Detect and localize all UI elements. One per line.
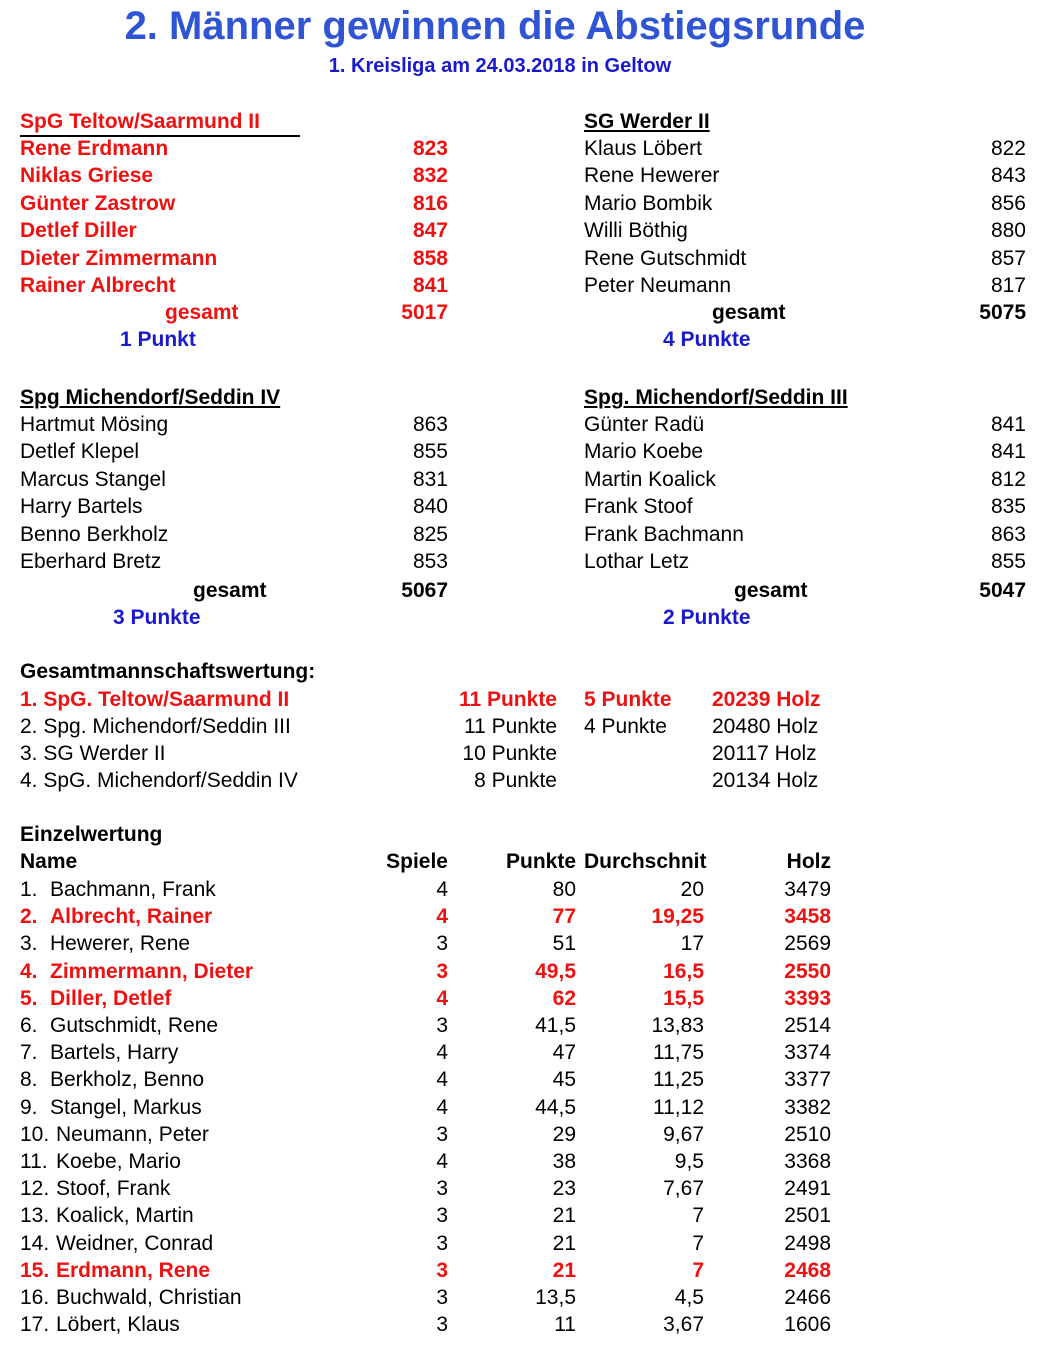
rank: 16.	[20, 1286, 50, 1309]
team-total: 5047	[979, 579, 1026, 603]
player-name: Willi Böthig	[584, 219, 688, 243]
games: 3	[436, 1258, 448, 1282]
team-total-label: gesamt	[193, 579, 267, 603]
holz: 1606	[784, 1313, 831, 1337]
average: 17	[680, 932, 704, 956]
player-score: 817	[990, 274, 1026, 297]
games: 3	[436, 1204, 448, 1228]
overall-points: 8 Punkte	[474, 769, 557, 792]
rank: 8.	[20, 1068, 38, 1092]
team-name: SG Werder II	[584, 110, 710, 133]
points: 13,5	[535, 1286, 576, 1309]
player-name: Mario Bombik	[584, 191, 713, 215]
player-score: 855	[990, 550, 1026, 573]
points: 21	[552, 1231, 576, 1255]
player-score: 835	[990, 495, 1026, 519]
rank: 7.	[20, 1041, 38, 1065]
overall-team: 2. Spg. Michendorf/Seddin III	[20, 715, 291, 738]
average: 7	[692, 1204, 704, 1228]
player-name: Frank Stoof	[584, 495, 693, 519]
player-score: 863	[412, 413, 448, 436]
player-name: Lothar Letz	[584, 550, 690, 573]
player-name: Diller, Detlef	[50, 986, 172, 1010]
player-score: 822	[990, 137, 1026, 160]
player-name: Günter Zastrow	[20, 191, 176, 215]
team-name: Spg. Michendorf/Seddin III	[584, 386, 848, 409]
player-name: Eberhard Bretz	[20, 550, 162, 573]
holz: 2514	[784, 1014, 831, 1037]
player-name: Benno Berkholz	[20, 522, 169, 546]
player-name: Weidner, Conrad	[56, 1231, 214, 1255]
holz: 2491	[784, 1177, 831, 1201]
player-name: Hewerer, Rene	[50, 932, 191, 956]
player-name: Rene Erdmann	[20, 137, 169, 160]
player-name: Rene Gutschmidt	[584, 246, 747, 270]
player-name: Buchwald, Christian	[56, 1286, 242, 1309]
average: 11,75	[653, 1041, 704, 1065]
average: 20	[680, 878, 704, 901]
holz: 3368	[784, 1150, 831, 1173]
player-name: Hartmut Mösing	[20, 413, 169, 436]
player-name: Günter Radü	[584, 413, 705, 436]
player-score: 841	[990, 413, 1026, 436]
team-total: 5075	[979, 301, 1026, 325]
games: 3	[436, 1177, 448, 1201]
holz: 2498	[784, 1231, 831, 1255]
holz: 2468	[784, 1258, 831, 1282]
team-points: 2 Punkte	[663, 606, 751, 630]
player-name: Bachmann, Frank	[50, 878, 216, 901]
player-score: 832	[412, 164, 448, 188]
player-name: Zimmermann, Dieter	[50, 959, 254, 983]
rank: 13.	[20, 1204, 50, 1228]
player-name: Stangel, Markus	[50, 1095, 202, 1119]
overall-points: 11 Punkte	[458, 688, 557, 711]
player-score: 825	[412, 522, 448, 546]
team-total: 5067	[401, 579, 448, 603]
points: 41,5	[535, 1014, 576, 1037]
points: 21	[552, 1258, 576, 1282]
games: 4	[436, 878, 448, 901]
rank: 15.	[20, 1258, 50, 1282]
player-name: Rene Hewerer	[584, 164, 720, 188]
player-score: 855	[412, 440, 448, 464]
col-header-spiele: Spiele	[386, 850, 448, 873]
player-name: Niklas Griese	[20, 164, 154, 188]
team-total-label: gesamt	[165, 301, 239, 325]
rank: 2.	[20, 905, 38, 929]
player-name: Albrecht, Rainer	[50, 905, 213, 929]
average: 19,25	[651, 905, 704, 929]
holz: 2501	[784, 1204, 831, 1228]
player-name: Bartels, Harry	[50, 1041, 179, 1065]
col-header-holz: Holz	[786, 850, 831, 873]
player-name: Marcus Stangel	[20, 467, 166, 491]
holz: 3377	[784, 1068, 831, 1092]
team-total-label: gesamt	[734, 579, 808, 603]
rank: 3.	[20, 932, 38, 956]
average: 11,25	[653, 1068, 704, 1092]
overall-extra-points: 4 Punkte	[584, 715, 667, 738]
overall-heading: Gesamtmannschaftswertung:	[20, 660, 316, 683]
holz: 3479	[784, 878, 831, 901]
points: 77	[552, 905, 576, 929]
page-subtitle: 1. Kreisliga am 24.03.2018 in Geltow	[328, 55, 672, 77]
col-header-punkte: Punkte	[505, 850, 576, 873]
rank: 12.	[20, 1177, 50, 1201]
rank: 10.	[20, 1122, 50, 1146]
rank: 17.	[20, 1313, 50, 1337]
games: 3	[436, 1231, 448, 1255]
player-score: 812	[990, 467, 1026, 491]
rank: 14.	[20, 1231, 50, 1255]
points: 44,5	[535, 1095, 576, 1119]
player-name: Berkholz, Benno	[50, 1068, 205, 1092]
points: 80	[552, 878, 576, 901]
overall-team: 1. SpG. Teltow/Saarmund II	[20, 688, 290, 711]
player-score: 843	[990, 164, 1026, 188]
overall-holz: 20480 Holz	[712, 715, 819, 738]
team-name: SpG Teltow/Saarmund II	[20, 110, 260, 133]
player-score: 863	[990, 522, 1026, 546]
player-score: 816	[412, 191, 448, 215]
player-score: 847	[412, 219, 448, 243]
points: 47	[552, 1041, 576, 1065]
player-name: Gutschmidt, Rene	[50, 1014, 219, 1037]
average: 9,67	[663, 1122, 704, 1146]
games: 3	[436, 1286, 448, 1309]
points: 49,5	[535, 959, 576, 983]
player-score: 853	[412, 550, 448, 573]
player-name: Koebe, Mario	[56, 1150, 181, 1173]
average: 7	[692, 1231, 704, 1255]
points: 45	[552, 1068, 576, 1092]
team-points: 3 Punkte	[113, 606, 201, 630]
player-name: Koalick, Martin	[56, 1204, 194, 1228]
player-name: Neumann, Peter	[56, 1122, 209, 1146]
team-name: Spg Michendorf/Seddin IV	[20, 386, 281, 409]
holz: 2550	[784, 959, 831, 983]
points: 11	[554, 1313, 576, 1337]
games: 3	[436, 932, 448, 956]
rank: 4.	[20, 959, 38, 983]
holz: 2510	[784, 1122, 831, 1146]
rank: 6.	[20, 1014, 38, 1037]
games: 4	[436, 1150, 448, 1173]
average: 9,5	[674, 1150, 704, 1173]
points: 29	[552, 1122, 576, 1146]
page-title: 2. Männer gewinnen die Abstiegsrunde	[124, 4, 866, 48]
games: 4	[436, 1095, 448, 1119]
player-name: Mario Koebe	[584, 440, 704, 464]
average: 13,83	[651, 1014, 704, 1037]
player-score: 841	[412, 274, 448, 297]
col-header-durchschnitt: Durchschnit	[584, 850, 707, 873]
col-header-name: Name	[20, 850, 78, 873]
team-points: 4 Punkte	[663, 328, 751, 352]
overall-team: 4. SpG. Michendorf/Seddin IV	[20, 769, 298, 792]
holz: 3382	[784, 1095, 831, 1119]
holz: 2569	[784, 932, 831, 956]
holz: 3374	[784, 1041, 831, 1065]
games: 3	[436, 1313, 448, 1337]
rank: 1.	[20, 878, 38, 901]
team-total: 5017	[401, 301, 448, 325]
player-name: Stoof, Frank	[56, 1177, 171, 1201]
player-name: Detlef Diller	[20, 219, 137, 243]
average: 16,5	[663, 959, 704, 983]
team-total-label: gesamt	[712, 301, 786, 325]
average: 4,5	[674, 1286, 704, 1309]
player-score: 823	[412, 137, 448, 160]
overall-holz: 20117 Holz	[712, 742, 817, 765]
player-score: 857	[990, 246, 1026, 270]
individual-heading: Einzelwertung	[20, 823, 163, 846]
rank: 9.	[20, 1095, 38, 1119]
average: 7	[692, 1258, 704, 1282]
average: 15,5	[663, 986, 704, 1010]
player-name: Klaus Löbert	[584, 137, 702, 160]
points: 38	[552, 1150, 576, 1173]
points: 23	[552, 1177, 576, 1201]
games: 3	[436, 1122, 448, 1146]
games: 3	[436, 959, 448, 983]
overall-holz: 20134 Holz	[712, 769, 819, 792]
player-name: Peter Neumann	[584, 274, 732, 297]
overall-holz: 20239 Holz	[712, 688, 821, 711]
player-name: Rainer Albrecht	[20, 274, 176, 297]
holz: 3458	[784, 905, 831, 929]
average: 3,67	[663, 1313, 704, 1337]
player-name: Löbert, Klaus	[56, 1313, 180, 1337]
holz: 2466	[784, 1286, 831, 1309]
games: 4	[436, 986, 448, 1010]
player-name: Dieter Zimmermann	[20, 246, 218, 270]
games: 4	[436, 1041, 448, 1065]
holz: 3393	[784, 986, 831, 1010]
games: 4	[436, 1068, 448, 1092]
player-score: 841	[990, 440, 1026, 464]
player-name: Detlef Klepel	[20, 440, 140, 464]
player-score: 858	[412, 246, 448, 270]
player-score: 831	[412, 467, 448, 491]
player-score: 840	[412, 495, 448, 519]
player-name: Harry Bartels	[20, 495, 143, 519]
player-score: 880	[990, 219, 1026, 243]
overall-team: 3. SG Werder II	[20, 742, 166, 765]
points: 21	[552, 1204, 576, 1228]
rank: 11.	[20, 1150, 48, 1173]
rank: 5.	[20, 986, 38, 1010]
points: 62	[552, 986, 576, 1010]
player-name: Frank Bachmann	[584, 522, 744, 546]
player-name: Erdmann, Rene	[56, 1258, 211, 1282]
games: 3	[436, 1014, 448, 1037]
average: 11,12	[653, 1095, 704, 1119]
games: 4	[436, 905, 448, 929]
overall-points: 10 Punkte	[462, 742, 557, 765]
average: 7,67	[663, 1177, 704, 1201]
overall-extra-points: 5 Punkte	[584, 688, 672, 711]
overall-points: 11 Punkte	[463, 715, 557, 738]
player-score: 856	[990, 191, 1026, 215]
player-name: Martin Koalick	[584, 467, 716, 491]
points: 51	[552, 932, 576, 956]
team-points: 1 Punkt	[120, 328, 196, 352]
